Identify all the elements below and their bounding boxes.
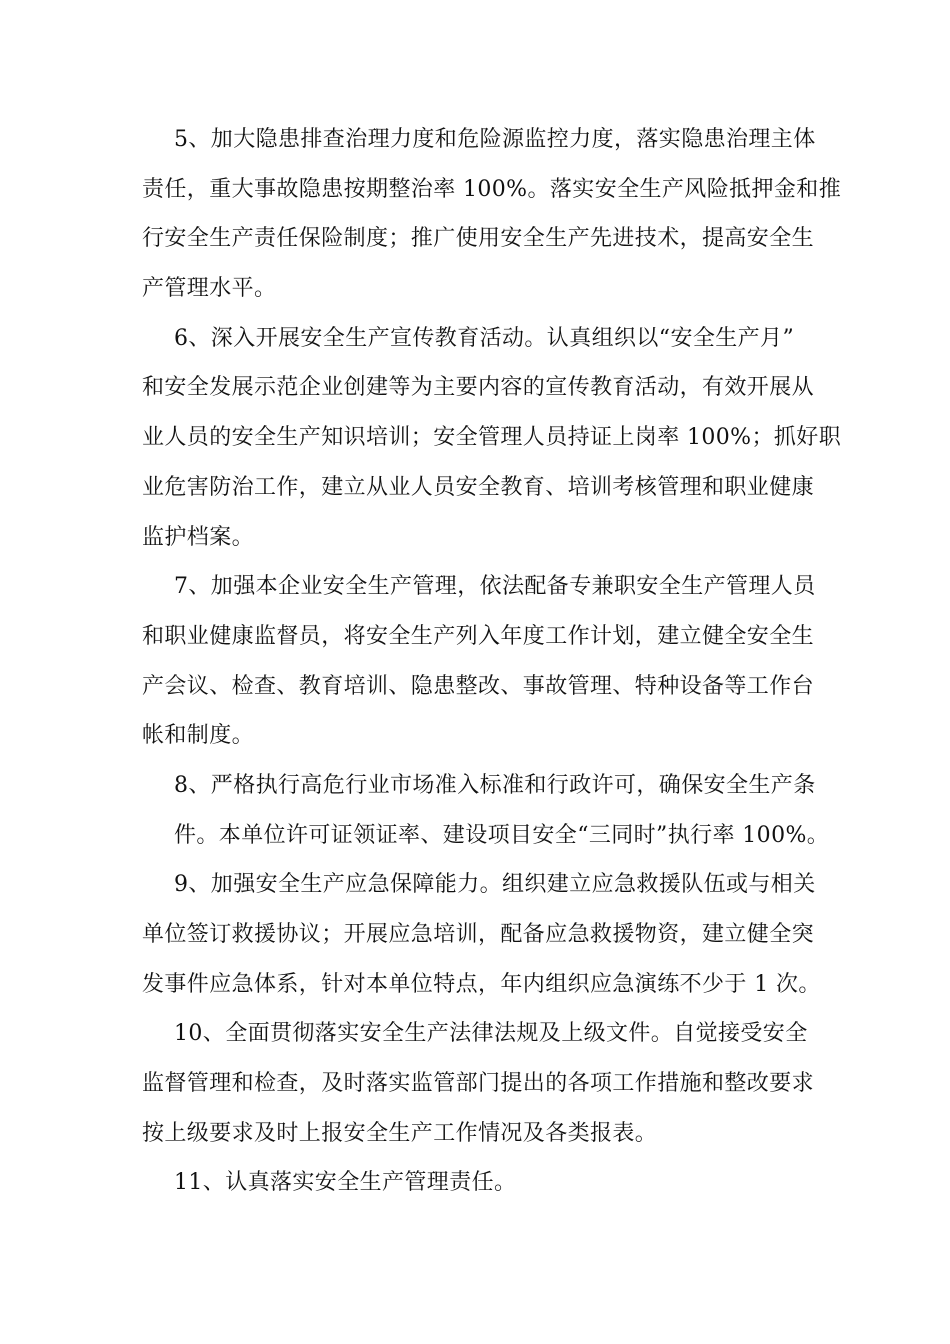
paragraph-line: 单位签订救援协议；开展应急培训，配备应急救援物资，建立健全突: [142, 922, 815, 947]
paragraph-10: [142, 1009, 822, 1158]
paragraph-5: [142, 115, 842, 314]
paragraph-line: 10、全面贯彻落实安全生产法律法规及上级文件。自觉接受安全: [174, 1021, 808, 1047]
paragraph-line: 件。本单位许可证领证率、建设项目安全“三同时”执行率 100%。: [174, 822, 830, 848]
paragraph-8: [142, 761, 830, 860]
paragraph-line: 监护档案。: [142, 524, 255, 550]
paragraph-11: [142, 1158, 822, 1208]
document-body: [142, 115, 842, 1208]
paragraph-line: 9、加强安全生产应急保障能力。组织建立应急救援队伍或与相关: [174, 872, 816, 898]
paragraph-line: 5、加大隐患排查治理力度和危险源监控力度，落实隐患治理主体: [174, 127, 816, 152]
paragraph-line: 业危害防治工作，建立从业人员安全教育、培训考核管理和职业健康: [142, 474, 815, 500]
paragraph-line: 6、深入开展安全生产宣传教育活动。认真组织以“安全生产月”: [174, 325, 795, 351]
paragraph-line: 和安全发展示范企业创建等为主要内容的宣传教育活动，有效开展从: [142, 375, 815, 401]
paragraph-6: [142, 314, 842, 562]
paragraph-line: 产管理水平。: [142, 276, 277, 302]
paragraph-line: 监督管理和检查，及时落实监管部门提出的各项工作措施和整改要求: [142, 1071, 815, 1097]
paragraph-line: 发事件应急体系，针对本单位特点，年内组织应急演练不少于 1 次。: [142, 971, 821, 997]
paragraph-line: 8、严格执行高危行业市场准入标准和行政许可，确保安全生产条: [174, 772, 816, 798]
paragraph-9: [142, 860, 822, 1009]
paragraph-line: 业人员的安全生产知识培训；安全管理人员持证上岗率 100%；抓好职: [142, 425, 842, 451]
paragraph-line: 和职业健康监督员，将安全生产列入年度工作计划，建立健全安全生: [142, 623, 815, 649]
paragraph-line: 11、认真落实安全生产管理责任。: [174, 1170, 517, 1196]
paragraph-7: [142, 562, 822, 761]
paragraph-line: 7、加强本企业安全生产管理，依法配备专兼职安全生产管理人员: [174, 574, 816, 600]
paragraph-line: 责任，重大事故隐患按期整治率 100%。落实安全生产风险抵押金和推: [142, 176, 842, 202]
paragraph-line: 帐和制度。: [142, 723, 255, 749]
paragraph-line: 产会议、检查、教育培训、隐患整改、事故管理、特种设备等工作台: [142, 673, 815, 699]
paragraph-line: 行安全生产责任保险制度；推广使用安全生产先进技术，提高安全生: [142, 226, 815, 252]
paragraph-line: 按上级要求及时上报安全生产工作情况及各类报表。: [142, 1120, 658, 1146]
